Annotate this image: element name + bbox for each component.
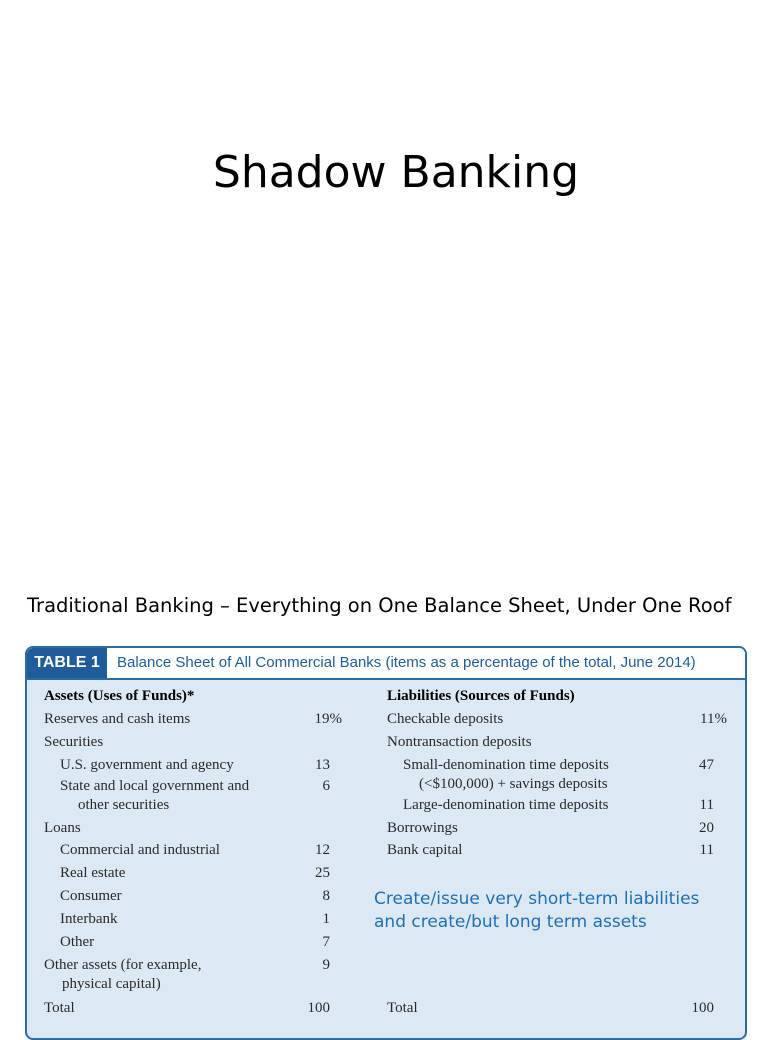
asset-label: Consumer: [60, 888, 122, 904]
liability-value: 11%: [700, 711, 727, 727]
asset-label: Reserves and cash items: [44, 711, 191, 727]
asset-label: Other assets (for example,: [44, 957, 202, 973]
asset-value: 8: [322, 888, 330, 904]
assets-header: Assets (Uses of Funds)*: [44, 688, 195, 704]
liability-total-value: 100: [691, 1000, 714, 1016]
asset-value: 1: [322, 911, 330, 927]
asset-value: 12: [315, 842, 330, 858]
asset-value: 19%: [314, 711, 342, 727]
asset-total-value: 100: [307, 1000, 330, 1016]
liability-label: Nontransaction deposits: [387, 734, 532, 750]
asset-label: Interbank: [60, 911, 118, 927]
asset-label: Real estate: [60, 865, 126, 881]
slide-subtitle: Traditional Banking – Everything on One Balance Sheet, Under One Roof: [27, 594, 732, 617]
liability-value: 11: [699, 797, 714, 813]
slide-title: Shadow Banking: [212, 147, 580, 198]
liability-label: (<$100,000) + savings deposits: [419, 776, 608, 792]
liability-value: 47: [699, 757, 714, 773]
liability-total-label: Total: [387, 1000, 418, 1016]
asset-label: State and local government and: [60, 778, 250, 794]
asset-total-label: Total: [44, 1000, 75, 1016]
table-header: [27, 648, 745, 680]
asset-label: U.S. government and agency: [60, 757, 234, 773]
liability-label: Small-denomination time deposits: [403, 757, 609, 773]
asset-value: 9: [322, 957, 330, 973]
asset-label: Other: [60, 934, 95, 950]
asset-value: 6: [322, 778, 330, 794]
asset-label: physical capital): [62, 976, 161, 992]
table-caption: Balance Sheet of All Commercial Banks (items as a percentage of the total, June 2014): [117, 654, 696, 671]
table-tag: TABLE 1: [27, 648, 107, 678]
asset-label: other securities: [78, 797, 170, 813]
liability-label: Large-denomination time deposits: [403, 797, 609, 813]
asset-value: 13: [315, 757, 330, 773]
asset-value: 25: [315, 865, 330, 881]
asset-label: Commercial and industrial: [60, 842, 220, 858]
liability-label: Checkable deposits: [387, 711, 504, 727]
liability-value: 11: [699, 842, 714, 858]
balance-sheet-table: [25, 646, 747, 1040]
asset-label: Loans: [44, 820, 81, 836]
annotation-note: Create/issue very short-term liabilities and create/but long term assets: [374, 889, 700, 932]
liability-label: Borrowings: [387, 820, 458, 836]
asset-label: Securities: [44, 734, 104, 750]
liabilities-header: Liabilities (Sources of Funds): [387, 688, 575, 704]
liability-value: 20: [699, 820, 714, 836]
asset-value: 7: [322, 934, 330, 950]
liability-label: Bank capital: [387, 842, 463, 858]
